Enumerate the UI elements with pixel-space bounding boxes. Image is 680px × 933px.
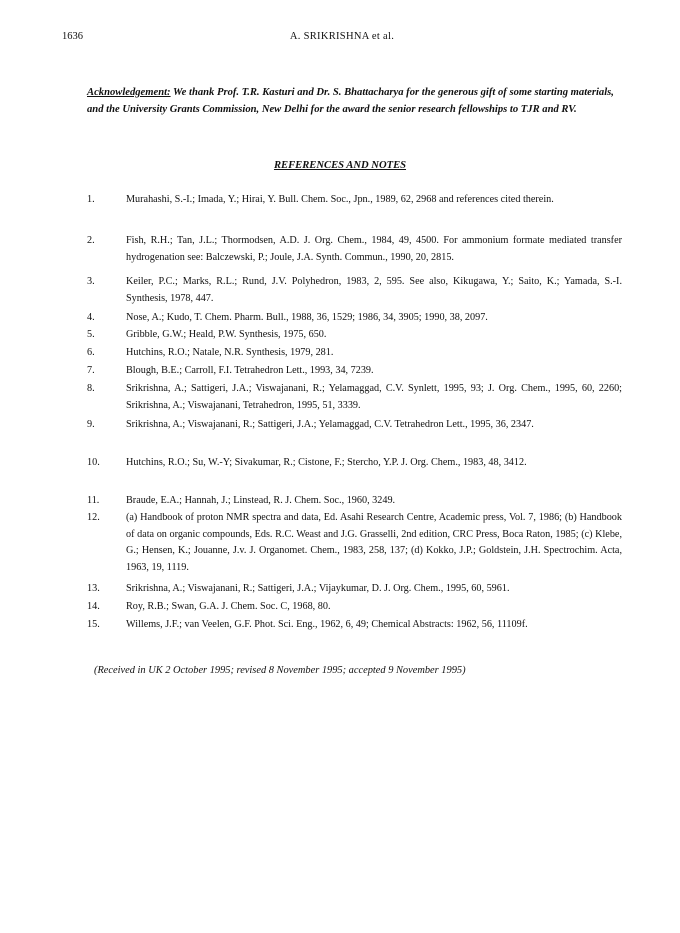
page-number: 1636 <box>62 31 83 42</box>
reference-text: Gribble, G.W.; Heald, P.W. Synthesis, 1975, 650. <box>126 329 327 340</box>
reference-text: Keiler, P.C.; Marks, R.L.; Rund, J.V. Polyhedron, 1983, 2, 595. See also, Kikugawa, Y.; Saito, K.; Yamada, S.-I. Synthesis, 1978, 447. <box>126 276 622 304</box>
acknowledgement <box>87 85 622 118</box>
reference-text: Murahashi, S.-I.; Imada, Y.; Hirai, Y. Bull. Chem. Soc., Jpn., 1989, 62, 2968 and references cited therein. <box>126 194 554 205</box>
reference-text: Willems, J.F.; van Veelen, G.F. Phot. Sci. Eng., 1962, 6, 49; Chemical Abstracts: 1962, 56, 11109f. <box>126 619 528 630</box>
page-header <box>62 31 622 47</box>
reference-text: Blough, B.E.; Carroll, F.I. Tetrahedron Lett., 1993, 34, 7239. <box>126 365 374 376</box>
acknowledgement-heading: Acknowledgement: <box>87 87 171 98</box>
reference-number: 2. <box>87 235 95 246</box>
reference-text: Braude, E.A.; Hannah, J.; Linstead, R. J. Chem. Soc., 1960, 3249. <box>126 495 396 506</box>
running-head: A. SRIKRISHNA et al. <box>289 31 395 42</box>
reference-text: Srikrishna, A.; Viswajanani, R.; Sattigeri, J.A.; Vijaykumar, D. J. Org. Chem., 1995, 60, 5961. <box>126 583 510 594</box>
reference-number: 6. <box>87 347 95 358</box>
reference-number: 9. <box>87 419 95 430</box>
reference-text: Srikrishna, A.; Viswajanani, R.; Sattigeri, J.A.; Yelamaggad, C.V. Tetrahedron Lett., 1995, 36, 2347. <box>126 419 534 430</box>
reference-number: 8. <box>87 383 95 394</box>
reference-text: Hutchins, R.O.; Natale, N.R. Synthesis, 1979, 281. <box>126 347 334 358</box>
reference-number: 12. <box>87 512 100 523</box>
reference-text: Srikrishna, A.; Sattigeri, J.A.; Viswajanani, R.; Yelamaggad, C.V. Synlett, 1995, 93; J. Org. Chem., 1995, 60, 2260; Srikrishna, A.; Viswajanani, Tetrahedron, 1995, 51, 3339. <box>126 383 622 411</box>
reference-number: 11. <box>87 495 100 506</box>
reference-number: 5. <box>87 329 95 340</box>
references-heading: REFERENCES AND NOTES <box>273 160 407 171</box>
reference-number: 13. <box>87 583 100 594</box>
reference-number: 1. <box>87 194 95 205</box>
reference-number: 7. <box>87 365 95 376</box>
reference-number: 4. <box>87 312 95 323</box>
acknowledgement-text: We thank Prof. T.R. Kasturi and Dr. S. Bhattacharya for the generous gift of some starting materials, and the University Grants Commission, New Delhi for the award the senior research fellowships to TJR and RV. <box>87 87 614 115</box>
reference-number: 15. <box>87 619 100 630</box>
reference-text: Nose, A.; Kudo, T. Chem. Pharm. Bull., 1988, 36, 1529; 1986, 34, 3905; 1990, 38, 2097. <box>126 312 488 323</box>
received-dates: (Received in UK 2 October 1995; revised 8 November 1995; accepted 9 November 1995) <box>94 665 466 676</box>
reference-text: Hutchins, R.O.; Su, W.-Y; Sivakumar, R.; Cistone, F.; Stercho, Y.P. J. Org. Chem., 1983, 48, 3412. <box>126 457 527 468</box>
reference-number: 10. <box>87 457 100 468</box>
reference-text: Roy, R.B.; Swan, G.A. J. Chem. Soc. C, 1968, 80. <box>126 601 331 612</box>
reference-number: 3. <box>87 276 95 287</box>
reference-text: (a) Handbook of proton NMR spectra and data, Ed. Asahi Research Centre, Academic press, Vol. 7, 1986; (b) Handbook of data on organic compounds, Eds. R.C. Weast and J.G. Grasselli, 2nd edition, CRC Press, Boca Raton, 1985; (c) Klebe, G.; Hensen, K.; Jouanne, J.v. J. Organomet. Chem., 1983, 258, 137; (d) Kokko, J.P.; Goldstein, J.H. Spectrochim. Acta, 1963, 19, 1119. <box>126 512 622 573</box>
reference-number: 14. <box>87 601 100 612</box>
reference-text: Fish, R.H.; Tan, J.L.; Thormodsen, A.D. J. Org. Chem., 1984, 49, 4500. For ammonium formate mediated transfer hydrogenation see: Balczewski, P.; Joule, J.A. Synth. Commun., 1990, 20, 2815. <box>126 235 622 263</box>
